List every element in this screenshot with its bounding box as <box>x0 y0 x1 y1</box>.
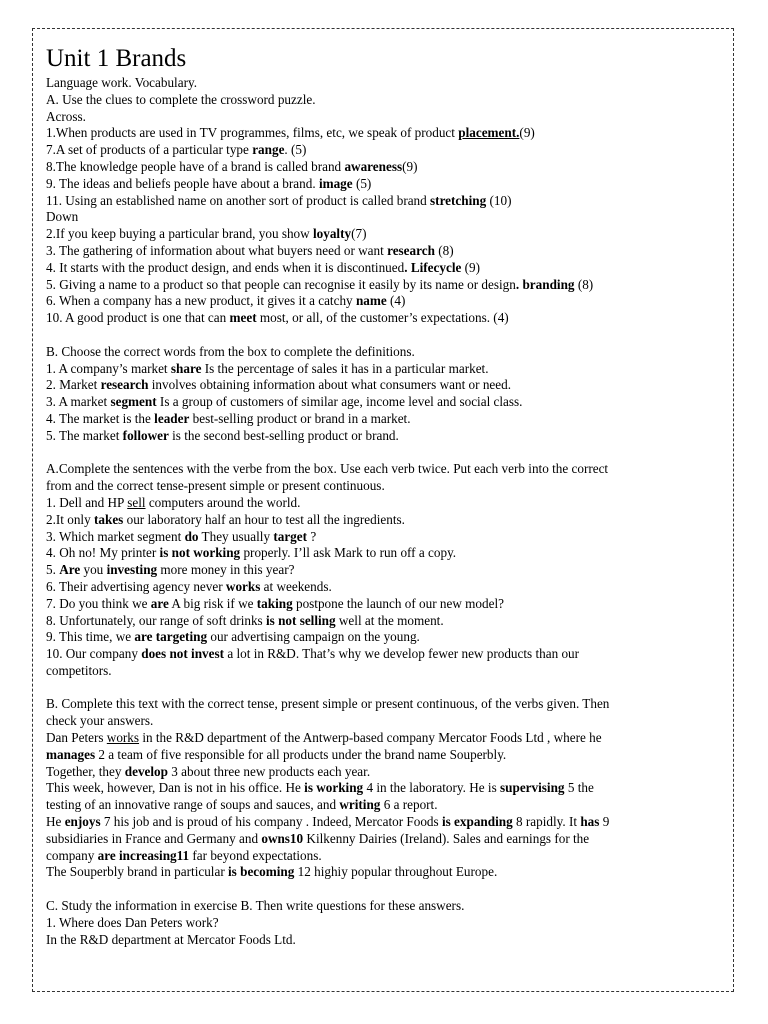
answer-word: manages <box>46 746 96 762</box>
line-text: 3. A market <box>46 394 111 410</box>
line-text: He <box>46 814 65 830</box>
answer-word: follower <box>122 427 169 443</box>
answer-word: target <box>273 528 308 544</box>
document-body <box>46 44 716 948</box>
line-text: 9 <box>599 814 610 830</box>
line-text: 1. Dell and HP <box>46 494 128 510</box>
text-line <box>46 377 716 394</box>
line-text: 4. Oh no! My printer <box>46 545 160 561</box>
line-text: (9) <box>461 259 481 275</box>
line-text: Kilkenny Dairies (Ireland). Sales and earnings for the <box>303 830 590 846</box>
answer-word: supervising <box>500 780 565 796</box>
line-text: This week, however, Dan is not in his office. He <box>46 780 305 796</box>
answer-word: are <box>150 595 169 611</box>
line-text: 9. The ideas and beliefs people have about a brand. <box>46 175 319 191</box>
section-gap <box>46 327 716 344</box>
answer-word: leader <box>154 410 190 426</box>
section-gap <box>46 881 716 898</box>
text-line <box>46 428 716 445</box>
answer-word: meet <box>229 310 257 326</box>
line-text: Is the percentage of sales it has in a particular market. <box>201 360 489 376</box>
line-text: in the R&D department of the Antwerp-based company Mercator Foods Ltd , where he <box>139 730 602 746</box>
line-text: 2 a team of five responsible for all products under the brand name Souperbly. <box>95 746 507 762</box>
section-gap <box>46 680 716 697</box>
line-text: best-selling product or brand in a market. <box>189 410 411 426</box>
text-line <box>46 478 716 495</box>
text-line <box>46 613 716 630</box>
line-text: 10. Our company <box>46 646 142 662</box>
line-text: They usually <box>198 528 274 544</box>
line-text: 9. This time, we <box>46 629 135 645</box>
text-line <box>46 495 716 512</box>
line-text: 6 a report. <box>380 797 438 813</box>
line-text: you <box>80 562 107 578</box>
answer-word: research <box>387 242 435 258</box>
text-line <box>46 109 716 126</box>
line-text: Language work. Vocabulary. <box>46 75 197 90</box>
line-text: 4 in the laboratory. He is <box>363 780 501 796</box>
answer-word: placement. <box>458 125 520 141</box>
text-line <box>46 529 716 546</box>
text-line <box>46 831 716 848</box>
line-text: 3. The gathering of information about what buyers need or want <box>46 242 388 258</box>
answer-word: do <box>184 528 199 544</box>
line-text: 6. When a company has a new product, it gives it a catchy <box>46 293 356 309</box>
line-text: 1.When products are used in TV programmes, films, etc, we speak of product <box>46 125 459 141</box>
text-line <box>46 512 716 529</box>
line-text: 10. A good product is one that can <box>46 310 230 326</box>
text-line <box>46 361 716 378</box>
answer-word: is expanding <box>441 814 513 830</box>
text-line <box>46 747 716 764</box>
text-line <box>46 260 716 277</box>
line-text: 5. <box>46 562 60 578</box>
text-line <box>46 629 716 646</box>
line-text: 2. Market <box>46 377 101 393</box>
line-text: is the second best-selling product or brand. <box>168 427 399 443</box>
worksheet-lines <box>46 75 716 948</box>
line-text: B. Complete this text with the correct tense, present simple or present continuous, of the verbs given. Then <box>46 696 610 712</box>
text-line <box>46 646 716 663</box>
line-text: most, or all, of the customer’s expectations. (4) <box>256 310 509 326</box>
text-line <box>46 125 716 142</box>
answer-word: image <box>318 175 353 191</box>
answer-word: owns10 <box>261 830 304 846</box>
answer-word: range <box>252 142 285 158</box>
text-line <box>46 142 716 159</box>
answer-word: is not working <box>159 545 241 561</box>
text-line <box>46 92 716 109</box>
text-line <box>46 696 716 713</box>
answer-word: research <box>100 377 149 393</box>
line-text: 2.It only <box>46 511 94 527</box>
line-text: 3. Which market segment <box>46 528 185 544</box>
answer-word: . Lifecycle <box>404 259 462 275</box>
text-line <box>46 915 716 932</box>
line-text: (8) <box>434 242 454 258</box>
line-text: postpone the launch of our new model? <box>292 595 504 611</box>
answer-word: share <box>170 360 202 376</box>
text-line <box>46 780 716 797</box>
answer-word: loyalty <box>312 226 352 242</box>
answer-word: develop <box>124 763 168 779</box>
line-text: 1. A company’s market <box>46 360 171 376</box>
line-text: 5. The market <box>46 427 123 443</box>
text-line <box>46 848 716 865</box>
text-line <box>46 193 716 210</box>
text-line <box>46 713 716 730</box>
line-text: 7 his job and is proud of his company . Indeed, Mercator Foods <box>100 814 442 830</box>
text-line <box>46 596 716 613</box>
answer-word: writing <box>339 797 381 813</box>
section-gap <box>46 445 716 462</box>
line-text: 6. Their advertising agency never <box>46 578 226 594</box>
text-line <box>46 730 716 747</box>
line-text: (4) <box>386 293 406 309</box>
text-line <box>46 226 716 243</box>
line-text: C. Study the information in exercise B. Then write questions for these answers. <box>46 898 465 914</box>
line-text: our laboratory half an hour to test all the ingredients. <box>123 511 405 527</box>
text-line <box>46 898 716 915</box>
line-text: 1. Where does Dan Peters work? <box>46 914 219 930</box>
line-text: (9) <box>402 158 418 174</box>
line-text: 8.The knowledge people have of a brand is called brand <box>46 158 345 174</box>
text-line <box>46 176 716 193</box>
text-line <box>46 814 716 831</box>
text-line <box>46 159 716 176</box>
answer-word: . branding <box>515 276 575 292</box>
text-line <box>46 293 716 310</box>
line-text: Is a group of customers of similar age, income level and social class. <box>156 394 523 410</box>
line-text: well at the moment. <box>335 612 444 628</box>
answer-word: are increasing11 <box>97 847 190 863</box>
text-line <box>46 209 716 226</box>
answer-word: is working <box>304 780 364 796</box>
line-text: Down <box>46 209 79 225</box>
page-title: Unit 1 Brands <box>46 45 187 72</box>
text-line <box>46 579 716 596</box>
answer-word: is not selling <box>265 612 336 628</box>
answer-word: takes <box>94 511 124 527</box>
line-text: properly. I’ll ask Mark to run off a copy. <box>240 545 457 561</box>
line-text: subsidiaries in France and Germany and <box>46 830 262 846</box>
answer-word: enjoys <box>64 814 101 830</box>
text-line <box>46 394 716 411</box>
line-text: Together, they <box>46 763 125 779</box>
text-line <box>46 277 716 294</box>
line-text: 12 highiy popular throughout Europe. <box>294 864 498 880</box>
line-text: ? <box>307 528 317 544</box>
line-text: 4. The market is the <box>46 410 155 426</box>
answer-word: has <box>580 814 600 830</box>
line-text: A.Complete the sentences with the verbe from the box. Use each verb twice. Put each verb into the correct <box>46 461 609 477</box>
example-word: sell <box>127 494 146 510</box>
answer-word: awareness <box>344 158 403 174</box>
line-text: 11. Using an established name on another sort of product is called brand <box>46 192 431 208</box>
line-text: B. Choose the correct words from the box to complete the definitions. <box>46 343 415 359</box>
answer-word: segment <box>110 394 157 410</box>
line-text: check your answers. <box>46 713 154 729</box>
answer-word: investing <box>106 562 158 578</box>
line-text: company <box>46 847 98 863</box>
line-text: our advertising campaign on the young. <box>207 629 420 645</box>
line-text: 7.A set of products of a particular type <box>46 142 253 158</box>
line-text: (7) <box>351 226 367 242</box>
answer-word: does not invest <box>141 646 225 662</box>
text-line <box>46 75 716 92</box>
example-word: works <box>106 730 140 746</box>
line-text: 5 the <box>564 780 594 796</box>
text-line <box>46 243 716 260</box>
line-text: (9) <box>519 125 535 141</box>
answer-word: taking <box>256 595 293 611</box>
line-text: 8. Unfortunately, our range of soft drinks <box>46 612 266 628</box>
line-text: A big risk if we <box>168 595 257 611</box>
line-text: 3 about three new products each year. <box>167 763 371 779</box>
text-line <box>46 545 716 562</box>
line-text: 4. It starts with the product design, and ends when it is discontinued <box>46 259 405 275</box>
line-text: 8 rapidly. It <box>512 814 581 830</box>
line-text: . (5) <box>284 142 307 158</box>
line-text: a lot in R&D. That’s why we develop fewer new products than our <box>224 646 580 662</box>
line-text: from and the correct tense-present simple or present continuous. <box>46 478 385 494</box>
line-text: testing of an innovative range of soups and sauces, and <box>46 797 340 813</box>
line-text: A. Use the clues to complete the crossword puzzle. <box>46 91 316 107</box>
text-line <box>46 344 716 361</box>
line-text: In the R&D department at Mercator Foods Ltd. <box>46 931 296 947</box>
line-text: Across. <box>46 108 86 124</box>
line-text: Dan Peters <box>46 730 107 746</box>
line-text: 7. Do you think we <box>46 595 151 611</box>
text-line <box>46 932 716 949</box>
answer-word: Are <box>59 562 81 578</box>
line-text: at weekends. <box>260 578 332 594</box>
text-line <box>46 461 716 478</box>
line-text: (10) <box>486 192 512 208</box>
text-line <box>46 797 716 814</box>
line-text: competitors. <box>46 662 112 678</box>
line-text: The Souperbly brand in particular <box>46 864 229 880</box>
line-text: involves obtaining information about what consumers want or need. <box>148 377 512 393</box>
text-line <box>46 764 716 781</box>
answer-word: is becoming <box>228 864 295 880</box>
text-line <box>46 411 716 428</box>
line-text: (8) <box>574 276 594 292</box>
answer-word: are targeting <box>134 629 208 645</box>
line-text: far beyond expectations. <box>189 847 322 863</box>
line-text: (5) <box>352 175 372 191</box>
answer-word: stretching <box>430 192 487 208</box>
text-line <box>46 562 716 579</box>
text-line <box>46 864 716 881</box>
line-text: more money in this year? <box>157 562 295 578</box>
text-line <box>46 663 716 680</box>
line-text: computers around the world. <box>145 494 301 510</box>
answer-word: name <box>355 293 387 309</box>
text-line <box>46 310 716 327</box>
answer-word: works <box>225 578 261 594</box>
line-text: 5. Giving a name to a product so that people can recognise it easily by its name or design <box>46 276 516 292</box>
line-text: 2.If you keep buying a particular brand, you show <box>46 226 313 242</box>
